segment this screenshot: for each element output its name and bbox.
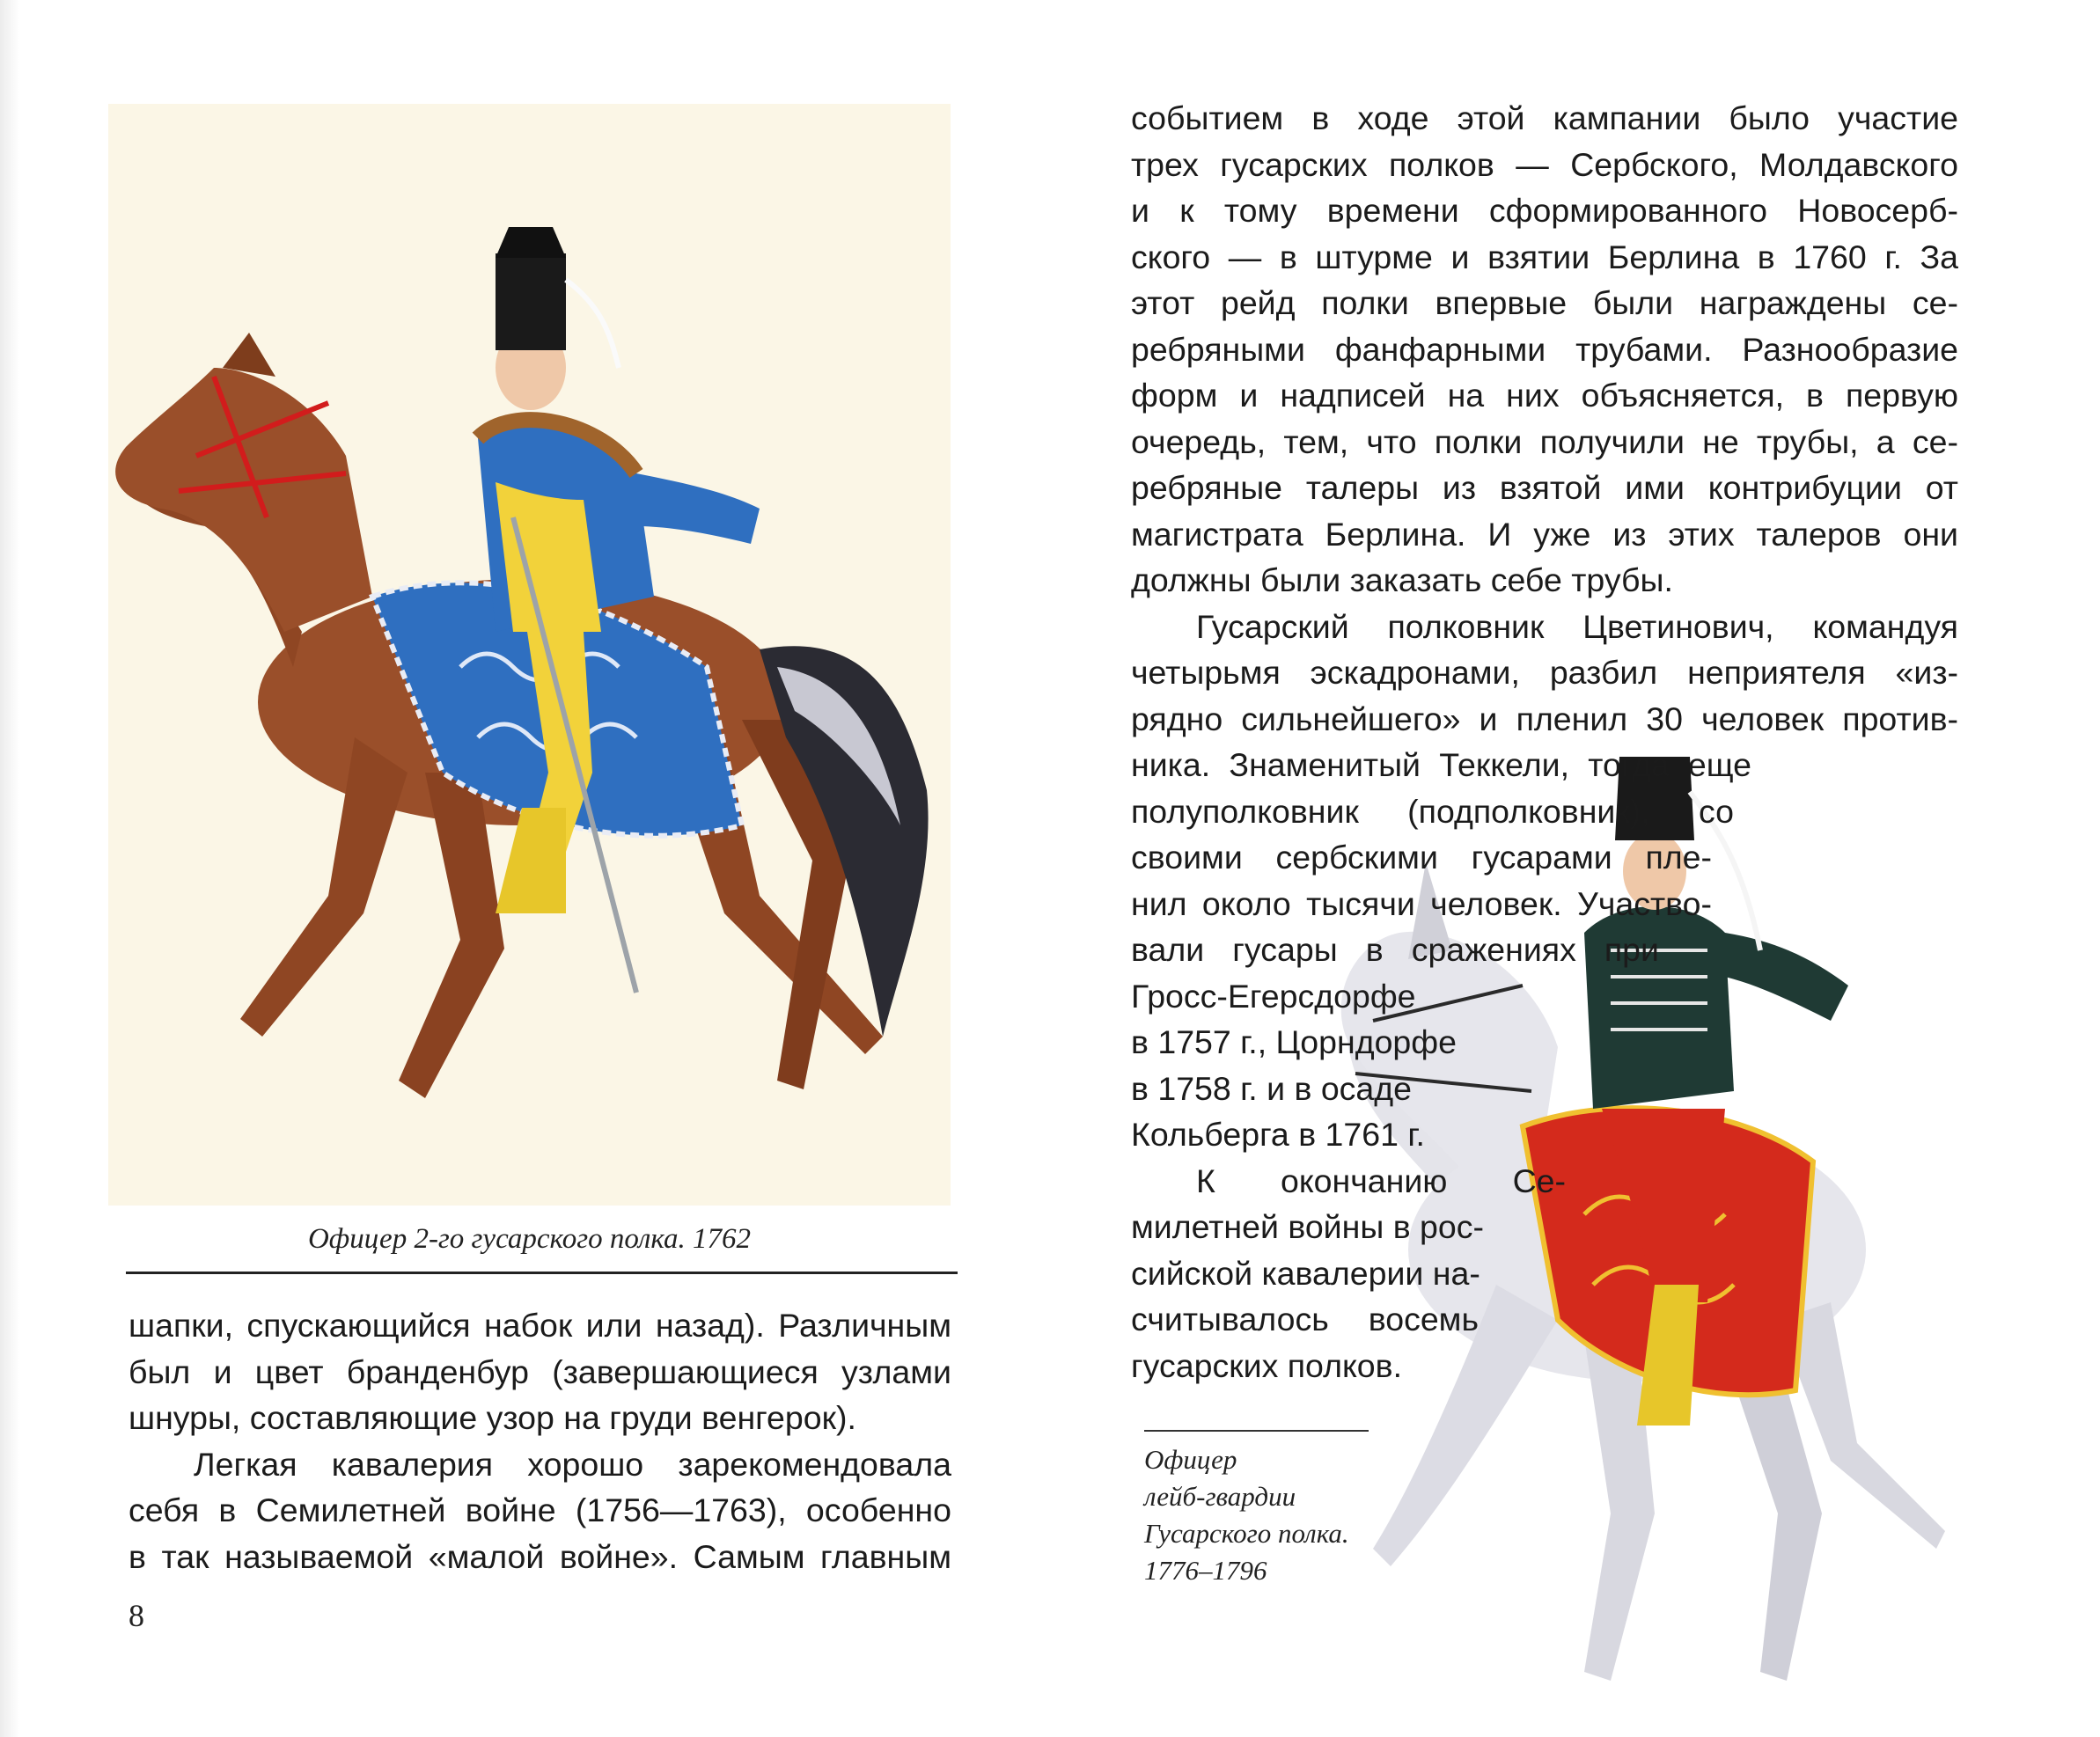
text-line: этот рейд полки впервые были награждены се- (1131, 284, 1958, 321)
text-wrapped-around-figure (1131, 742, 1958, 1389)
text-line: четырьмя эскадронами, разбил неприятеля «из- (1131, 654, 1958, 691)
caption-rule (126, 1272, 958, 1274)
text-line: своими сербскими гусарами пле- (1131, 839, 1712, 876)
figure-caption-line: 1776–1796 (1144, 1555, 1267, 1586)
text-line: милетней войны в рос- (1131, 1208, 1485, 1245)
text-line: рядно сильнейшего» и пленил 30 человек против- (1131, 700, 1958, 737)
text-line: ского — в штурме и взятии Берлина в 1760 г. За (1131, 238, 1958, 275)
text-line: ребряными фанфарными трубами. Разнообразие (1131, 330, 1958, 368)
left-page-edge (0, 0, 19, 1737)
text-line: в так называемой «малой войне». Самым главным (128, 1537, 951, 1575)
text-line: магистрата Берлина. И уже из этих талеров они (1131, 515, 1958, 553)
text-line: и к тому времени сформированного Новосерб- (1131, 192, 1958, 229)
text-line: ребряные талеры из взятой ими контрибуции от (1131, 469, 1958, 506)
text-line: Легкая кавалерия хорошо зарекомендовала (194, 1445, 951, 1483)
illustration-hussar-officer-blue (108, 104, 951, 1206)
text-line: в 1758 г. и в осаде (1131, 1069, 1413, 1107)
page-number: 8 (128, 1598, 144, 1633)
text-line: форм и надписей на них объясняется, в первую (1131, 377, 1958, 414)
right-page-text (1131, 95, 1958, 1389)
text-line: нил около тысячи человек. Участво- (1131, 884, 1712, 922)
text-line: вали гусары в сражениях при (1131, 931, 1659, 968)
figure-caption-line: Офицер (1144, 1444, 1237, 1475)
text-line: очередь, тем, что полки получили не трубы, а се- (1131, 422, 1958, 460)
text-line: сийской кавалерии на- (1131, 1254, 1480, 1292)
text-line: был и цвет бранденбур (завершающиеся узлами (128, 1352, 951, 1390)
text-line: Кольберга в 1761 г. (1131, 1116, 1425, 1153)
text-line: Гросс-Егерсдорфе (1131, 977, 1416, 1015)
text-line: себя в Семилетней войне (1756—1763), особенно (128, 1491, 951, 1528)
left-page-text (128, 1302, 951, 1579)
text-line: событием в ходе этой кампании было участие (1131, 99, 1958, 136)
figure-caption-rule (1144, 1430, 1369, 1432)
text-line: должны были заказать себе трубы. (1131, 561, 1673, 598)
text-line: шнуры, составляющие узор на груди венгерок). (128, 1399, 856, 1436)
text-line: К окончанию Се- (1196, 1162, 1566, 1199)
figure-caption-line: лейб-гвардии (1144, 1481, 1296, 1512)
text-line: шапки, спускающийся набок или назад). Различным (128, 1307, 951, 1344)
text-line: гусарских полков. (1131, 1346, 1402, 1384)
text-line: ника. Знаменитый Теккели, тогда еще (1131, 746, 1751, 783)
hussar-brown-horse-drawing (108, 104, 951, 1206)
text-line: трех гусарских полков — Сербского, Молдавского (1131, 145, 1958, 183)
text-line: Гусарский полковник Цветинович, командуя (1196, 607, 1958, 645)
figure-caption-line: Гусарского полка. (1144, 1518, 1349, 1549)
plate-caption: Офицер 2-го гусарского полка. 1762 (307, 1223, 752, 1255)
text-line: полуполковник (подполковник), со (1131, 792, 1734, 830)
figure-caption (1144, 1441, 1408, 1589)
text-line: в 1757 г., Цорндорфе (1131, 1023, 1458, 1060)
text-line: считывалось восемь (1131, 1301, 1479, 1338)
